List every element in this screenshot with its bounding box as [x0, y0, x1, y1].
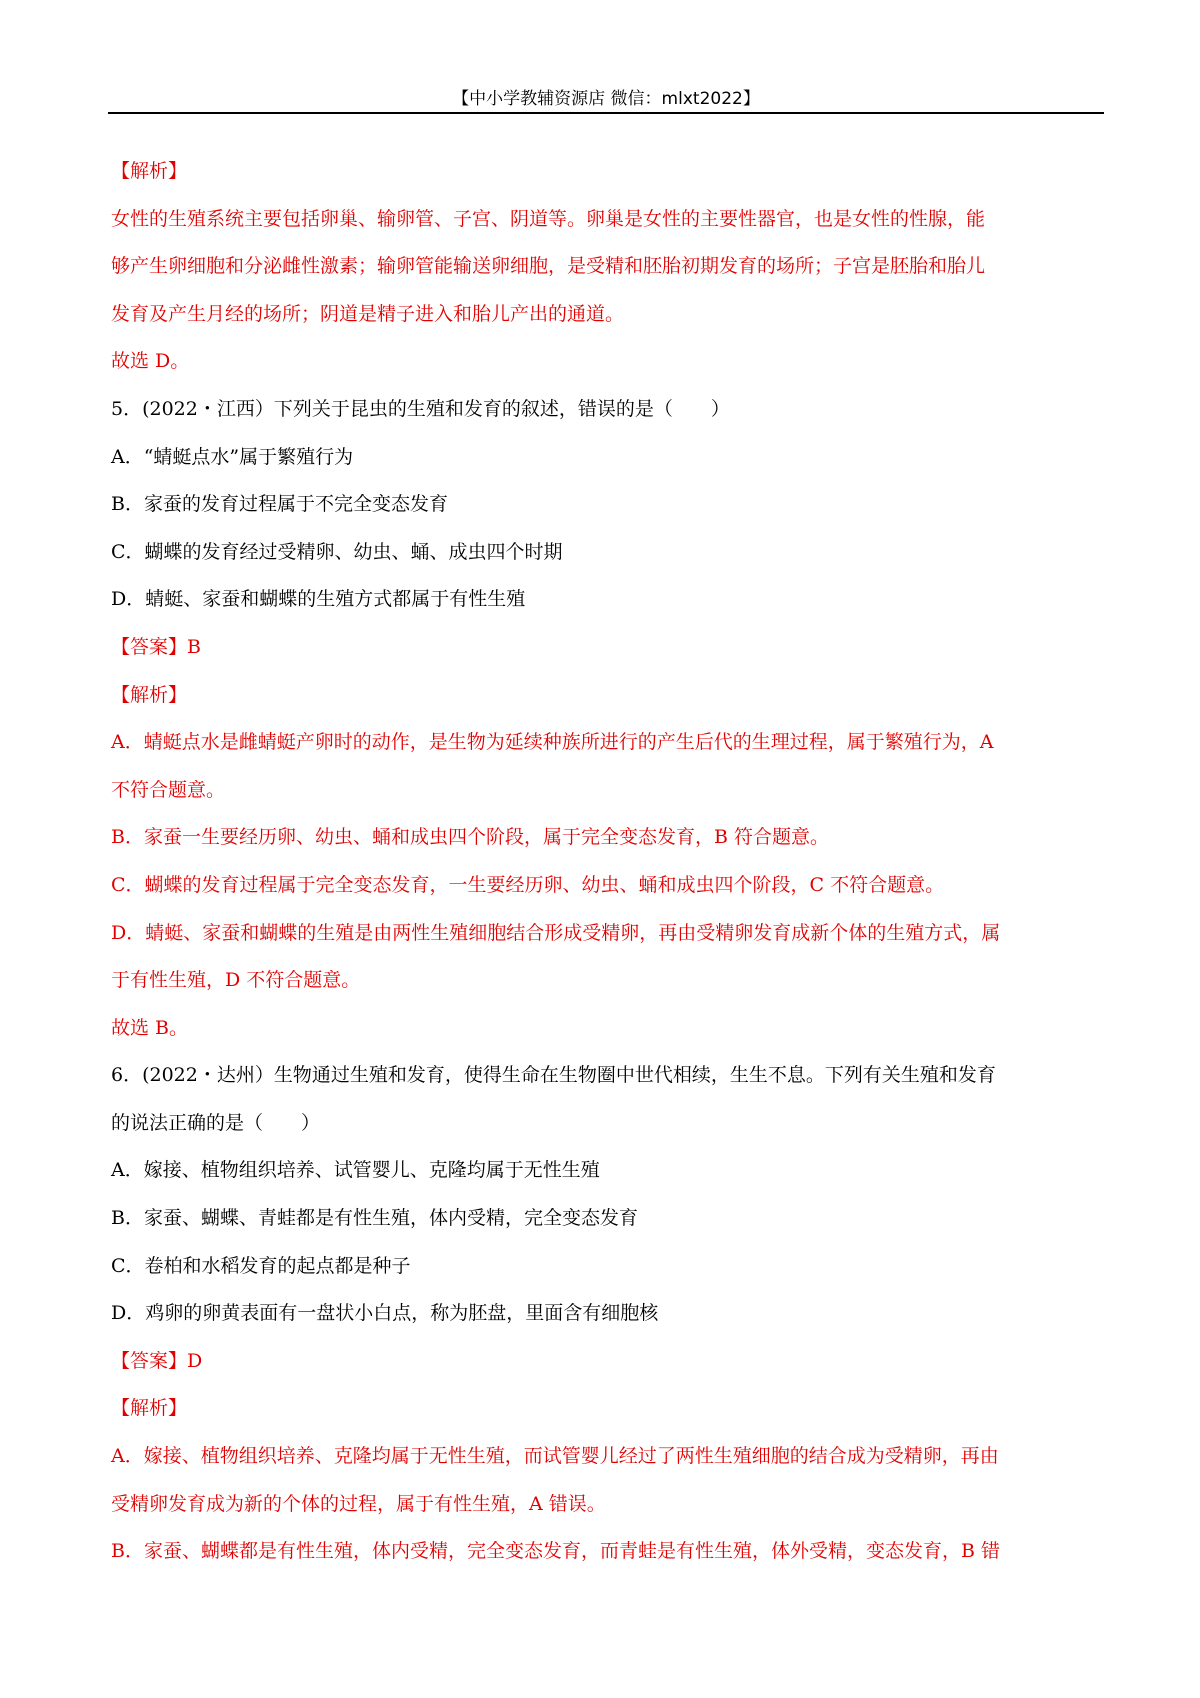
text-line: 受精卵发育成为新的个体的过程，属于有性生殖，A 错误。 — [111, 1492, 606, 1515]
option: C．卷柏和水稻发育的起点都是种子 — [111, 1254, 411, 1277]
text-line: B．家蚕一生要经历卵、幼虫、蛹和成虫四个阶段，属于完全变态发育，B 符合题意。 — [111, 826, 829, 849]
text-line: 不符合题意。 — [111, 778, 226, 801]
text-line: D．蜻蜓、家蚕和蝴蝶的生殖是由两性生殖细胞结合形成受精卵，再由受精卵发育成新个体的生殖方式，属 — [111, 921, 1001, 944]
text-line: 发育及产生月经的场所；阴道是精子进入和胎儿产出的通道。 — [111, 302, 625, 325]
question-stem: 6．(2022・达州）生物通过生殖和发育，使得生命在生物圈中世代相续，生生不息。下列有关生殖和发育 — [111, 1064, 996, 1087]
text-line: 【解析】 — [111, 160, 188, 182]
option: A．嫁接、植物组织培养、试管婴儿、克隆均属于无性生殖 — [111, 1159, 600, 1182]
text-line: 【解析】 — [111, 683, 188, 706]
option: D．鸡卵的卵黄表面有一盘状小白点，称为胚盘，里面含有细胞核 — [111, 1302, 659, 1325]
question-stem: 的说法正确的是（ ） — [111, 1111, 321, 1134]
text-line: A．蜻蜓点水是雌蜻蜓产卵时的动作，是生物为延续种族所进行的产生后代的生理过程，属于繁殖行为，A — [111, 731, 994, 754]
option: B．家蚕、蝴蝶、青蛙都是有性生殖，体内受精，完全变态发育 — [111, 1207, 638, 1230]
text-line: 够产生卵细胞和分泌雌性激素；输卵管能输送卵细胞，是受精和胚胎初期发育的场所；子宫是胚胎和胎儿 — [111, 255, 986, 278]
text-line: 于有性生殖，D 不符合题意。 — [111, 969, 361, 992]
answer-line: 【答案】D — [111, 1349, 203, 1372]
text-line: C．蝴蝶的发育过程属于完全变态发育，一生要经历卵、幼虫、蛹和成虫四个阶段，C 不符合题意。 — [111, 873, 945, 896]
header-rule — [108, 112, 1104, 114]
answer-line: 【答案】B — [111, 635, 201, 658]
text-line: B．家蚕、蝴蝶都是有性生殖，体内受精，完全变态发育，而青蛙是有性生殖，体外受精，变态发育，B 错 — [111, 1540, 1000, 1563]
text-line: 【解析】 — [111, 1397, 188, 1420]
text-line: A．嫁接、植物组织培养、克隆均属于无性生殖，而试管婴儿经过了两性生殖细胞的结合成为受精卵，再由 — [111, 1445, 999, 1468]
text-line: 故选 B。 — [111, 1016, 189, 1039]
option: B．家蚕的发育过程属于不完全变态发育 — [111, 493, 448, 516]
option: A．“蜻蜓点水”属于繁殖行为 — [111, 445, 354, 468]
page-header: 【中小学教辅资源店 微信：mlxt2022】 — [452, 89, 760, 109]
question-stem: 5．(2022・江西）下列关于昆虫的生殖和发育的叙述，错误的是（ ） — [111, 397, 730, 420]
option: C．蝴蝶的发育经过受精卵、幼虫、蛹、成虫四个时期 — [111, 540, 563, 563]
text-line: 故选 D。 — [111, 350, 190, 373]
document-body — [111, 148, 1104, 1576]
text-line: 女性的生殖系统主要包括卵巢、输卵管、子宫、阴道等。卵巢是女性的主要性器官，也是女性的性腺，能 — [111, 207, 986, 230]
option: D．蜻蜓、家蚕和蝴蝶的生殖方式都属于有性生殖 — [111, 588, 526, 611]
